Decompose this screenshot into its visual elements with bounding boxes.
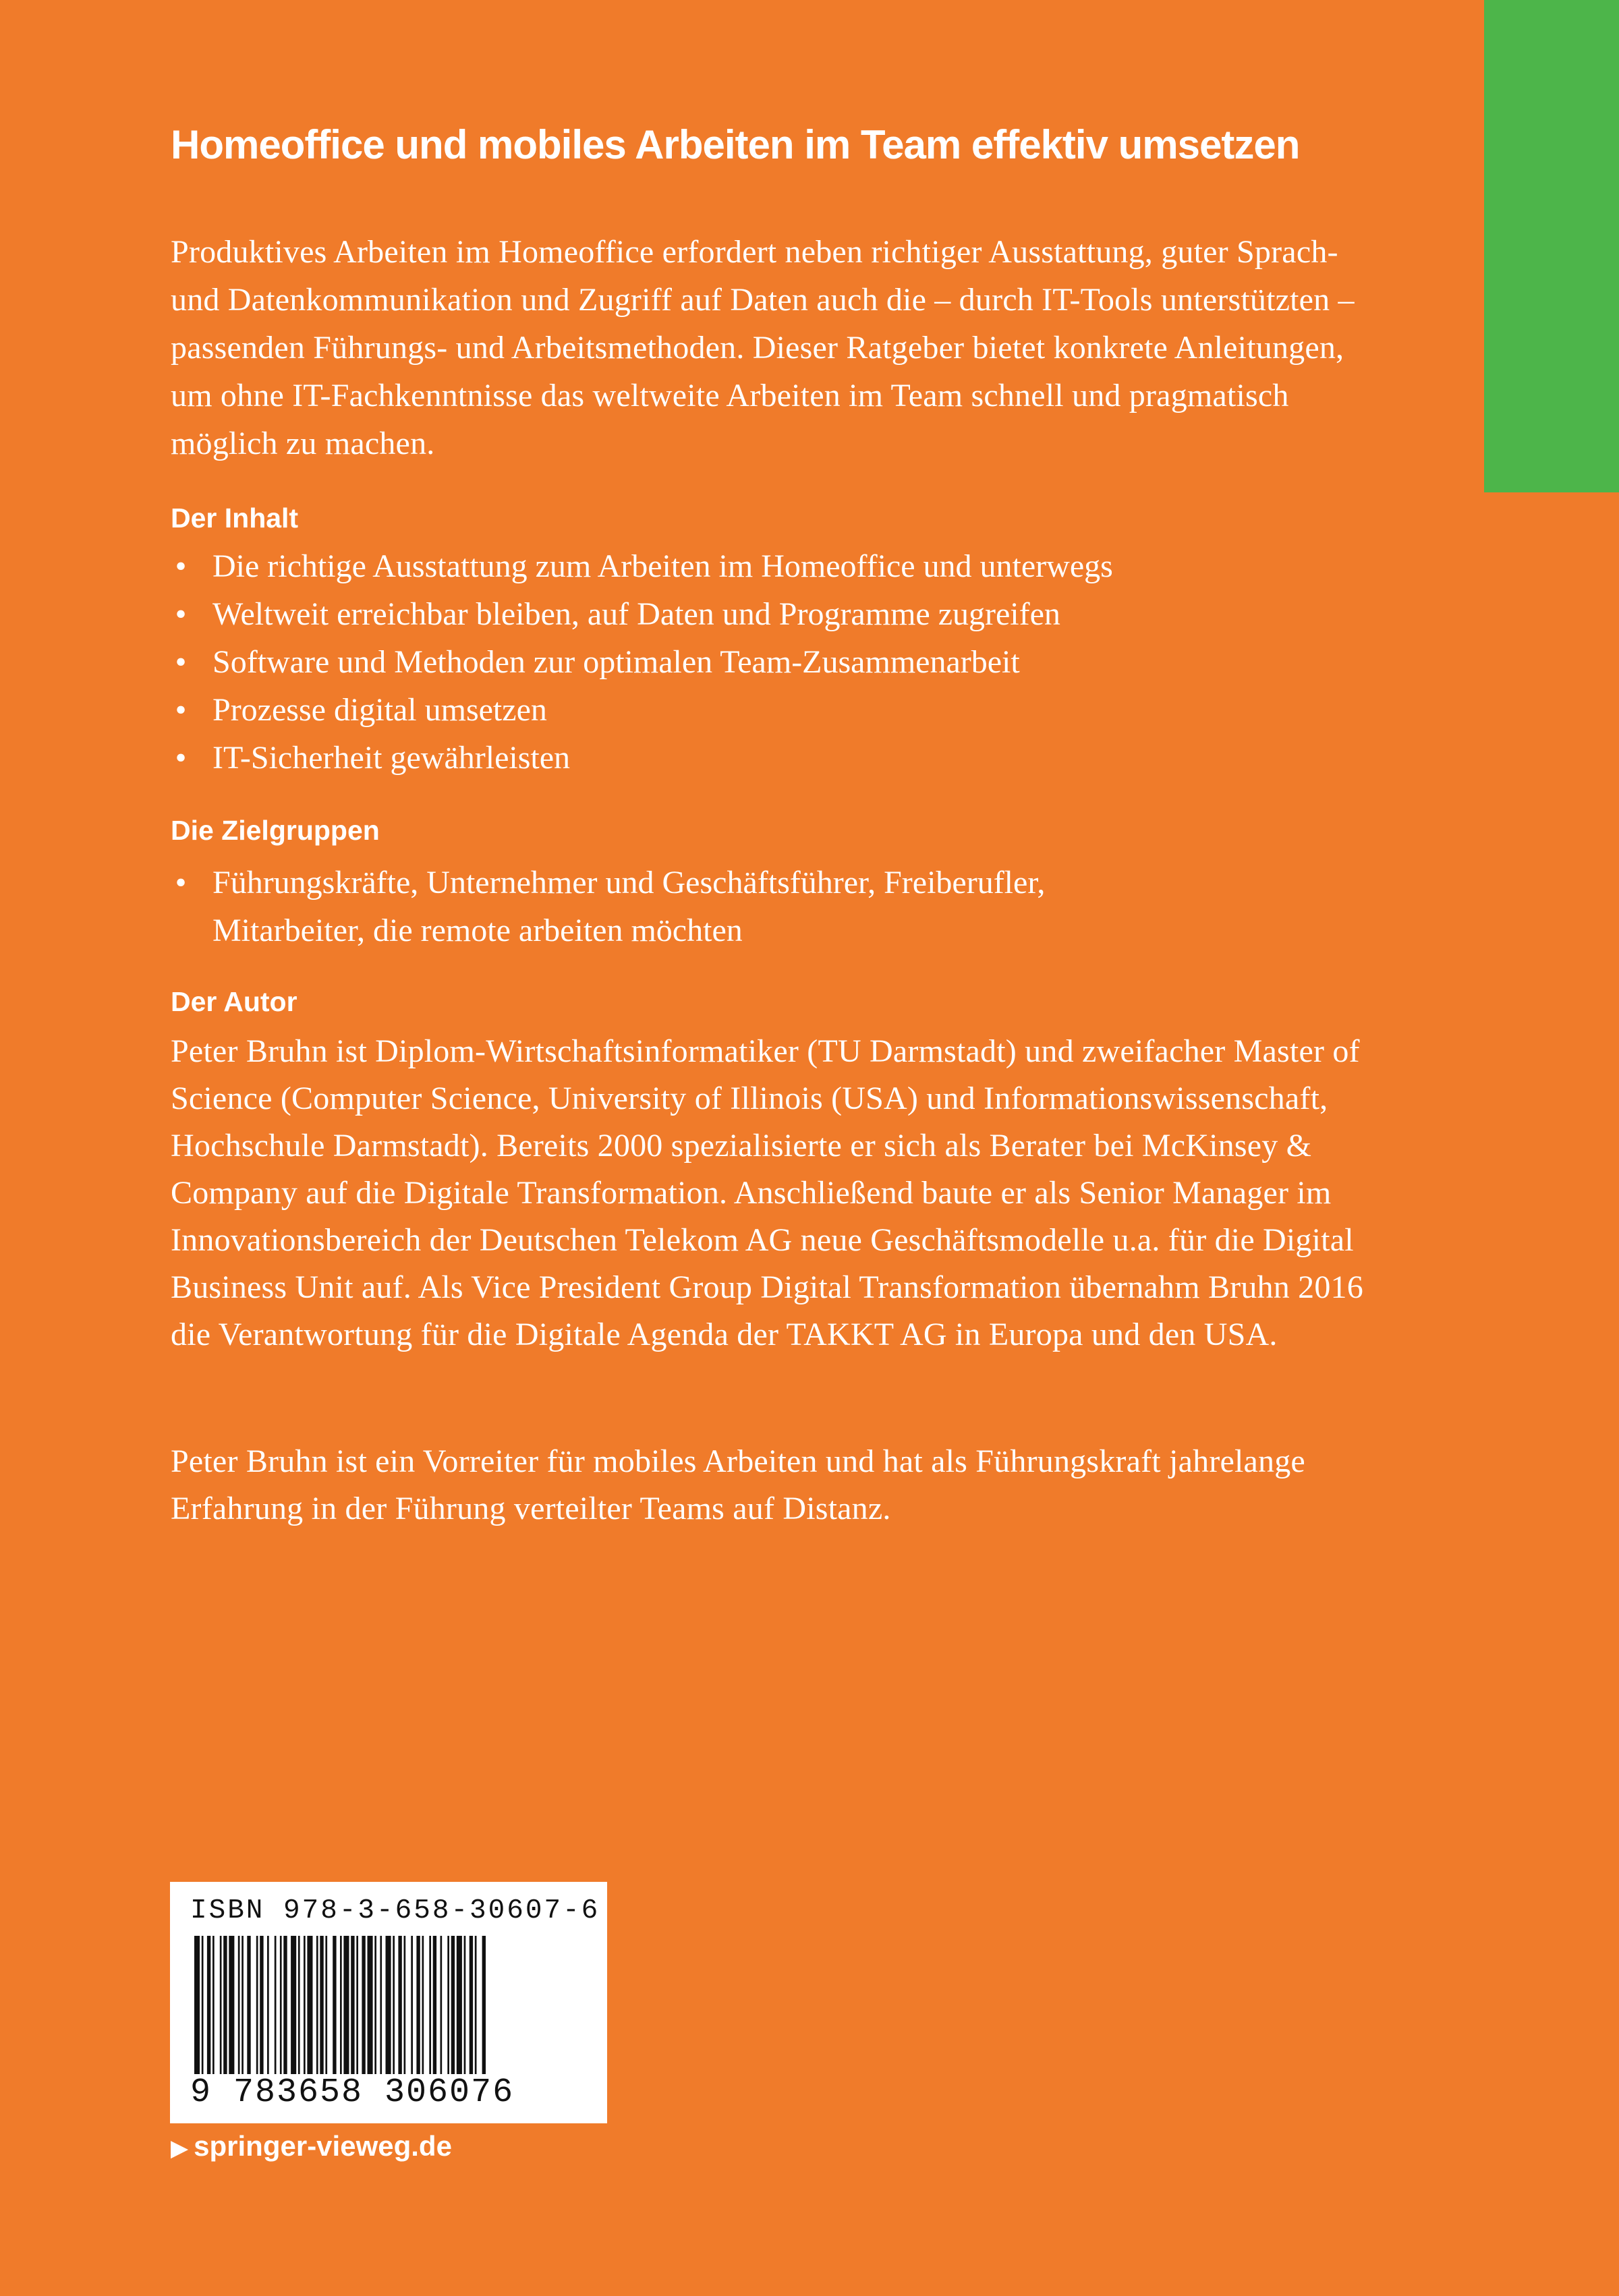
barcode-bar bbox=[433, 1936, 436, 2074]
autor-paragraph-2: Peter Bruhn ist ein Vorreiter für mobiles Arbeiten und hat als Führungskraft jahrelange Erfahrung in der Führung verteilter Teams auf Distanz. bbox=[171, 1443, 1305, 1526]
barcode-bar bbox=[356, 1936, 358, 2074]
list-item: • IT-Sicherheit gewährleisten bbox=[171, 734, 1385, 782]
barcode-bar bbox=[457, 1936, 462, 2074]
barcode-bar bbox=[351, 1936, 354, 2074]
barcode-bar bbox=[386, 1936, 391, 2074]
zielgruppen-list bbox=[171, 859, 1385, 954]
barcode-bar bbox=[441, 1936, 443, 2074]
barcode-bar bbox=[393, 1936, 395, 2074]
autor-paragraph-1: Peter Bruhn ist Diplom-Wirtschaftsinformatiker (TU Darmstadt) und zweifacher Master of Science (Computer Science, University of Illinois (USA) und Informationswissenschaft, Hochschule Darmstadt). Bereits 2000 spezialisierte er sich als Berater bei McKinsey & Company auf die Digitale Transformation. Anschließend baute er als Senior Manager im Innovationsbereich der Deutschen Telekom AG neue Geschäftsmodelle u.a. für die Digital Business Unit auf. Als Vice President Group Digital Transformation übernahm Bruhn 2016 die Verantwortung für die Digitale Agenda der TAKKT AG in Europa und den USA. bbox=[171, 1033, 1363, 1352]
barcode-bar bbox=[291, 1936, 296, 2074]
barcode-bar bbox=[320, 1936, 323, 2074]
zielgruppen-heading: Die Zielgruppen bbox=[171, 815, 380, 846]
barcode-bar bbox=[298, 1936, 300, 2074]
barcode-bar bbox=[267, 1936, 269, 2074]
barcode-bar bbox=[212, 1936, 215, 2074]
barcode-bar bbox=[340, 1936, 342, 2074]
barcode-bar bbox=[283, 1936, 287, 2074]
barcode-bar bbox=[316, 1936, 318, 2074]
barcode-bars bbox=[190, 1936, 588, 2077]
barcode-bar bbox=[422, 1936, 424, 2074]
barcode-bar bbox=[280, 1936, 282, 2074]
barcode-bar bbox=[475, 1936, 477, 2074]
list-item: • Prozesse digital umsetzen bbox=[171, 686, 1385, 734]
headline: Homeoffice und mobiles Arbeiten im Team effektiv umsetzen bbox=[171, 122, 1300, 167]
intro-paragraph: Produktives Arbeiten im Homeoffice erfordert neben richtiger Ausstattung, guter Sprach- und Datenkommunikation und Zugriff auf Daten auch die – durch IT-Tools unterstützten – passenden Führungs- und Arbeitsmethoden. Dieser Ratgeber bietet konkrete Anleitungen, um ohne IT-Fachkenntnisse das weltweite Arbeiten im Team schnell und pragmatisch möglich zu machen. bbox=[171, 234, 1355, 461]
barcode-bar bbox=[242, 1936, 244, 2074]
barcode-bar bbox=[202, 1936, 204, 2074]
barcode-bar bbox=[368, 1936, 373, 2074]
barcode-bar bbox=[380, 1936, 382, 2074]
bullet-icon: • bbox=[175, 692, 187, 728]
bullet-icon: • bbox=[175, 740, 187, 776]
green-accent-tab bbox=[1484, 0, 1619, 492]
barcode-bar bbox=[194, 1936, 200, 2074]
triangle-arrow-icon: ▶ bbox=[171, 2135, 189, 2161]
inhalt-list bbox=[171, 542, 1385, 782]
bullet-icon: • bbox=[175, 596, 187, 632]
barcode-bar bbox=[229, 1936, 234, 2074]
website-link[interactable]: ▶ springer-vieweg.de bbox=[171, 2130, 452, 2162]
barcode-digits: 9 783658 306076 bbox=[190, 2073, 515, 2112]
inhalt-heading: Der Inhalt bbox=[171, 503, 299, 534]
barcode-bar bbox=[464, 1936, 466, 2074]
barcode-bar bbox=[223, 1936, 227, 2074]
list-item: • Die richtige Ausstattung zum Arbeiten im Homeoffice und unterwegs bbox=[171, 542, 1385, 590]
barcode-bar bbox=[247, 1936, 250, 2074]
barcode-bar bbox=[374, 1936, 376, 2074]
barcode-bar bbox=[220, 1936, 222, 2074]
barcode-bar bbox=[238, 1936, 240, 2074]
barcode-bar bbox=[307, 1936, 312, 2074]
autor-heading: Der Autor bbox=[171, 986, 297, 1017]
barcode-bar bbox=[429, 1936, 431, 2074]
barcode-bar bbox=[404, 1936, 406, 2074]
barcode-bar bbox=[333, 1936, 336, 2074]
list-item: • Weltweit erreichbar bleiben, auf Daten und Programme zugreifen bbox=[171, 590, 1385, 638]
barcode-bar bbox=[451, 1936, 455, 2074]
barcode-bar bbox=[256, 1936, 258, 2074]
barcode-bar bbox=[398, 1936, 401, 2074]
barcode-bar bbox=[411, 1936, 413, 2074]
barcode-bar bbox=[470, 1936, 473, 2074]
barcode-bar bbox=[447, 1936, 449, 2074]
barcode-bar bbox=[343, 1936, 349, 2074]
barcode-bar bbox=[275, 1936, 277, 2074]
barcode-bar bbox=[260, 1936, 263, 2074]
list-item-continuation: Mitarbeiter, die remote arbeiten möchten bbox=[212, 913, 743, 948]
list-item: • Führungskräfte, Unternehmer und Geschäftsführer, Freiberufler, bbox=[171, 859, 1385, 907]
bullet-icon: • bbox=[175, 644, 187, 680]
isbn-label: ISBN 978-3-658-30607-6 bbox=[190, 1895, 600, 1926]
barcode-bar bbox=[482, 1936, 486, 2074]
barcode-bar bbox=[325, 1936, 327, 2074]
barcode-bar bbox=[207, 1936, 210, 2074]
isbn-barcode bbox=[170, 1882, 607, 2123]
bullet-icon: • bbox=[175, 865, 187, 900]
bullet-icon: • bbox=[175, 548, 187, 584]
list-item: • Software und Methoden zur optimalen Team-Zusammenarbeit bbox=[171, 638, 1385, 686]
barcode-bar bbox=[304, 1936, 306, 2074]
barcode-bar bbox=[362, 1936, 365, 2074]
barcode-bar bbox=[416, 1936, 420, 2074]
